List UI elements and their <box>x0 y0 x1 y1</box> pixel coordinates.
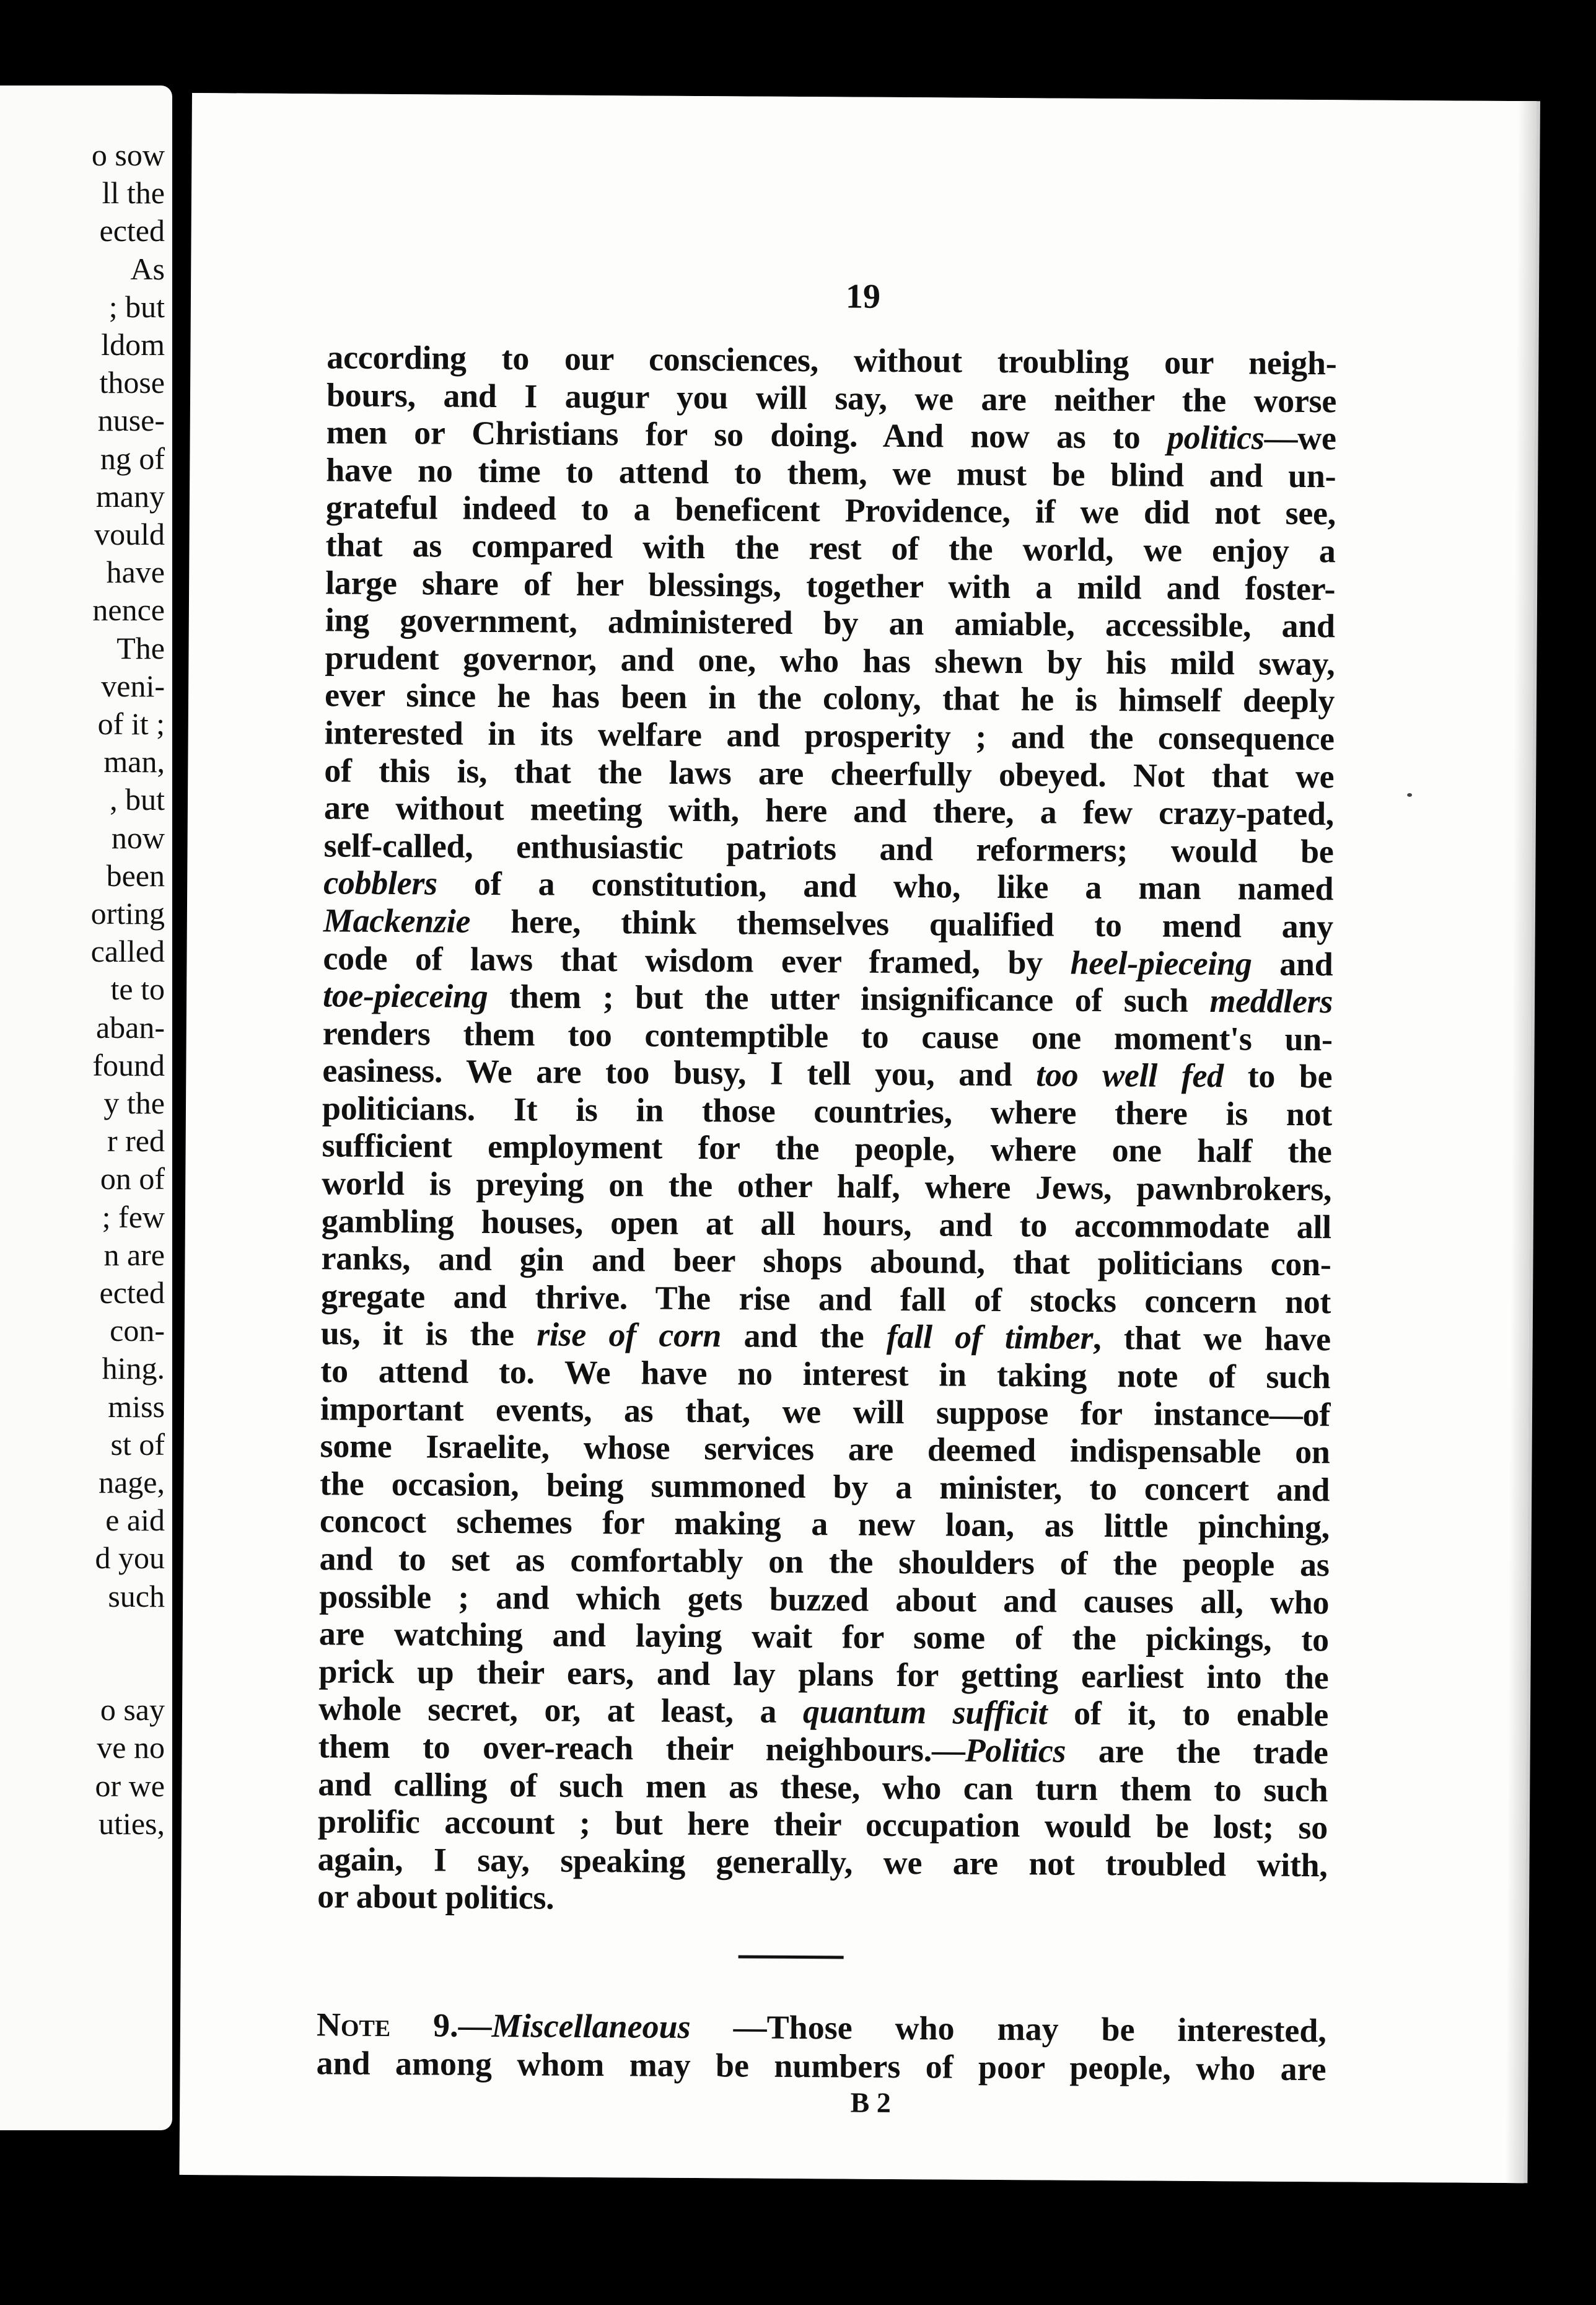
ink-speck <box>1407 793 1412 797</box>
left-page-fragment: found <box>92 1047 165 1082</box>
left-page-fragment: on of <box>100 1161 165 1196</box>
italic-phrase: Mackenzie <box>323 902 471 940</box>
text-line: are without meeting with, here and there, a few crazy-pated, <box>323 789 1335 833</box>
text-line: and to set as comfortably on the shoulders of the people as <box>319 1540 1330 1584</box>
text-line: and calling of such men as these, who can turn them to such <box>318 1765 1328 1809</box>
text-line: the occasion, being summoned by a minister, to concert and <box>320 1465 1330 1509</box>
text-line: world is preying on the other half, where Jews, pawnbrokers, <box>322 1164 1332 1208</box>
text-line: bours, and I augur you will say, we are neither the worse <box>326 375 1337 419</box>
text-line: some Israelite, whose services are deemed indispensable on <box>320 1427 1330 1471</box>
italic-phrase: politics <box>1167 418 1265 457</box>
section-rule <box>739 1955 844 1959</box>
text-line: again, I say, speaking generally, we are not troubled with, <box>317 1840 1328 1884</box>
italic-phrase: meddlers <box>1209 982 1333 1021</box>
note-line: and among whom may be numbers of poor people, who are <box>316 2044 1326 2088</box>
left-page-fragment: such <box>108 1578 165 1614</box>
text-line: or about politics. <box>317 1877 555 1916</box>
left-page-fragment: n are <box>103 1237 165 1272</box>
signature-mark: B 2 <box>850 2086 891 2118</box>
note-heading: Note 9. <box>316 2006 458 2044</box>
left-page-fragment: The <box>116 630 165 665</box>
text-line: that as compared with the rest of the world, we enjoy a <box>325 526 1336 570</box>
left-page-fragment: or we <box>95 1768 165 1803</box>
left-page-fragment: ng of <box>100 441 165 476</box>
text-line: easiness. We are too busy, I tell you, and too well fed to be <box>322 1052 1333 1095</box>
note-line-rest: —Those who may be interested, <box>690 2008 1327 2050</box>
italic-phrase: rise of corn <box>537 1315 722 1354</box>
left-page-fragment: ve no <box>97 1730 165 1765</box>
text-line: possible ; and which gets buzzed about and causes all, who <box>319 1577 1330 1621</box>
left-page-fragment: nence <box>92 592 165 628</box>
text-line: interested in its welfare and prosperity ; and the consequence <box>324 714 1335 758</box>
text-line: prolific account ; but here their occupation would be lost; so <box>317 1802 1328 1846</box>
italic-phrase: toe-pieceing <box>322 977 488 1016</box>
left-page-fragment: have <box>106 555 165 590</box>
left-page-fragment: vould <box>94 517 165 551</box>
italic-phrase: cobblers <box>323 864 437 902</box>
note-line: Note 9.—Miscellaneous —Those who may be interested, <box>316 2006 1327 2050</box>
left-page-fragment: aban- <box>95 1009 165 1045</box>
left-page-fragment: man, <box>103 744 165 779</box>
left-page-fragment: e aid <box>105 1503 165 1538</box>
text-line: ever since he has been in the colony, that he is himself deeply <box>324 676 1335 720</box>
text-line: Mackenzie here, think themselves qualified to mend any <box>323 902 1334 946</box>
italic-phrase: too well fed <box>1036 1056 1224 1095</box>
left-page-fragment: called <box>90 934 165 969</box>
text-line: to attend to. We have no interest in taking note of such <box>320 1352 1331 1396</box>
left-page-fragment: miss <box>108 1389 165 1424</box>
left-page-fragment: o sow <box>91 138 165 172</box>
left-page-fragment: veni- <box>101 668 165 703</box>
left-page-fragment: y the <box>103 1086 165 1120</box>
text-line: of this is, that the laws are cheerfully obeyed. Not that we <box>324 751 1335 795</box>
left-page-fragment: st of <box>110 1426 165 1462</box>
left-page-fragment: ; few <box>102 1199 165 1234</box>
text-line: ranks, and gin and beer shops abound, that politicians con- <box>321 1239 1331 1283</box>
text-line: ing government, administered by an amiable, accessible, and <box>325 601 1335 645</box>
text-line: men or Christians for so doing. And now as to politics—we <box>326 413 1336 457</box>
left-page-fragment: ected <box>99 1275 165 1310</box>
text-line: large share of her blessings, together with a mild and foster- <box>325 563 1336 607</box>
left-page-fragment: As <box>130 251 165 286</box>
body-text <box>317 338 1337 1921</box>
text-line: prudent governor, and one, who has shewn by his mild sway, <box>325 639 1335 683</box>
left-page-fragment: ected <box>99 213 165 248</box>
text-line: important events, as that, we will suppose for instance—of <box>320 1389 1331 1433</box>
text-line: grateful indeed to a beneficent Providence, if we did not see, <box>325 488 1336 532</box>
left-page-fragment: ; but <box>108 289 165 324</box>
left-page-fragment: uties, <box>99 1806 165 1841</box>
page-number: 19 <box>845 277 881 316</box>
text-line: sufficient employment for the people, where one half the <box>322 1126 1332 1170</box>
text-line: cobblers of a constitution, and who, like a man named <box>323 864 1334 908</box>
text-line: whole secret, or, at least, a quantum sufficit of it, to enable <box>318 1690 1329 1734</box>
text-line: according to our consciences, without troubling our neigh- <box>327 338 1337 382</box>
left-page-fragment: , but <box>110 782 165 817</box>
note-title: Miscellaneous <box>491 2007 691 2045</box>
text-line: us, it is the rise of corn and the fall of timber, that we have <box>320 1314 1331 1358</box>
italic-phrase: Politics <box>965 1731 1066 1770</box>
text-line: renders them too contemptible to cause one moment's un- <box>322 1014 1333 1058</box>
left-page-fragment: o say <box>100 1692 165 1728</box>
left-page-fragment: te to <box>110 972 165 1007</box>
text-line: concoct schemes for making a new loan, as little pinching, <box>319 1502 1330 1546</box>
left-page-fragment: those <box>99 365 165 400</box>
text-line: politicians. It is in those countries, where there is not <box>322 1089 1333 1133</box>
text-line: have no time to attend to them, we must be blind and un- <box>326 451 1336 495</box>
text-line: code of laws that wisdom ever framed, by heel-pieceing and <box>323 939 1333 983</box>
note-paragraph <box>316 2005 1326 2088</box>
text-line: gregate and thrive. The rise and fall of stocks concern not <box>320 1277 1331 1321</box>
left-page-fragment: ldom <box>101 327 165 362</box>
left-page-fragment: been <box>106 858 165 893</box>
left-facing-page <box>0 86 172 2130</box>
left-page-fragment: of it ; <box>97 706 165 741</box>
left-page-fragment: nage, <box>99 1465 165 1499</box>
left-page-fragment: con- <box>110 1313 165 1348</box>
left-page-fragment: now <box>111 820 165 855</box>
text-line: toe-pieceing them ; but the utter insignificance of such meddlers <box>322 977 1333 1021</box>
left-page-fragment: d you <box>95 1540 165 1576</box>
page-edge <box>1505 101 1537 2183</box>
italic-phrase: heel-pieceing <box>1070 944 1252 982</box>
text-line: self-called, enthusiastic patriots and reformers; would be <box>323 827 1334 870</box>
text-line: them to over-reach their neighbours.—Politics are the trade <box>318 1728 1328 1772</box>
main-page <box>179 93 1536 2183</box>
left-page-fragment: orting <box>90 896 165 931</box>
left-page-fragment: hing. <box>102 1351 165 1386</box>
text-line: gambling houses, open at all hours, and to accommodate all <box>321 1201 1332 1245</box>
left-page-fragment: r red <box>107 1123 165 1159</box>
text-line: prick up their ears, and lay plans for getting earliest into the <box>318 1653 1329 1697</box>
left-page-fragment: many <box>95 478 165 514</box>
left-page-fragment: ll the <box>102 175 165 211</box>
italic-phrase: quantum sufficit <box>802 1693 1048 1732</box>
italic-phrase: fall of timber <box>886 1318 1094 1357</box>
left-page-fragment: nuse- <box>97 403 165 438</box>
text-line: are watching and laying wait for some of the pickings, to <box>318 1615 1329 1659</box>
